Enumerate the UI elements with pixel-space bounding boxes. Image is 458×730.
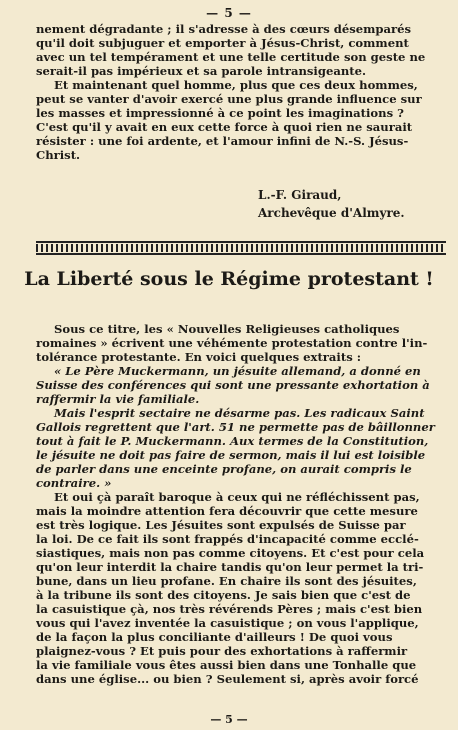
quote-line: tout à fait le P. Muckermann. Aux termes de la Constitution, xyxy=(36,434,429,448)
quote-line: le jésuite ne doit pas faire de sermon, mais il lui est loisible xyxy=(36,448,426,462)
signature-name: L.-F. Giraud, xyxy=(258,188,342,202)
text-line: vous qui l'avez inventée la casuistique ; on vous l'applique, xyxy=(36,616,419,630)
section-divider xyxy=(36,241,446,255)
text-line: Et oui çà paraît baroque à ceux qui ne réfléchissent pas, xyxy=(54,490,420,504)
text-line: plaignez-vous ? Et puis pour des exhortations à raffermir xyxy=(36,644,408,658)
text-line: mais la moindre attention fera découvrir que cette mesure xyxy=(36,504,418,518)
text-line: de la façon la plus conciliante d'ailleurs ! De quoi vous xyxy=(36,630,393,644)
text-line: qu'il doit subjuguer et emporter à Jésus-Christ, comment xyxy=(36,36,409,50)
page-footer: — 5 — xyxy=(210,713,248,726)
quote-line: Suisse des conférences qui sont une pressante exhortation à xyxy=(36,378,430,392)
text-line: serait-il pas impérieux et sa parole intransigeante. xyxy=(36,64,367,78)
page-number: — 5 — xyxy=(206,6,252,20)
signature-title: Archevêque d'Almyre. xyxy=(258,206,405,220)
text-line: C'est qu'il y avait en eux cette force à quoi rien ne saurait xyxy=(36,120,413,134)
text-line: romaines » écrivent une véhémente protestation contre l'in- xyxy=(36,336,428,350)
article-body xyxy=(36,322,440,686)
quote-line: contraire. » xyxy=(36,476,112,490)
text-line: Christ. xyxy=(36,148,81,162)
text-line: est très logique. Les Jésuites sont expulsés de Suisse par xyxy=(36,518,406,532)
text-line: dans une église... ou bien ? Seulement si, après avoir forcé xyxy=(36,672,419,686)
text-line: à la tribune ils sont des citoyens. Je sais bien que c'est de xyxy=(36,588,411,602)
text-line: résister : une foi ardente, et l'amour infini de N.-S. Jésus- xyxy=(36,134,409,148)
quote-line: Gallois regrettent que l'art. 51 ne permette pas de bâillonner xyxy=(36,420,435,434)
quote-line: de parler dans une enceinte profane, on aurait compris le xyxy=(36,462,412,476)
text-line: la vie familiale vous êtes aussi bien dans une Tonhalle que xyxy=(36,658,417,672)
text-line: la loi. De ce fait ils sont frappés d'incapacité comme ecclé- xyxy=(36,532,419,546)
text-line: siastiques, mais non pas comme citoyens. Et c'est pour cela xyxy=(36,546,425,560)
top-paragraphs xyxy=(36,22,440,162)
text-line: Sous ce titre, les « Nouvelles Religieuses catholiques xyxy=(54,322,400,336)
quote-line: Mais l'esprit sectaire ne désarme pas. Les radicaux Saint xyxy=(54,406,425,420)
text-line: bune, dans un lieu profane. En chaire ils sont des jésuites, xyxy=(36,574,417,588)
quote-line: « Le Père Muckermann, un jésuite allemand, a donné en xyxy=(54,364,421,378)
quote-line: raffermir la vie familiale. xyxy=(36,392,200,406)
text-line: nement dégradante ; il s'adresse à des cœurs désemparés xyxy=(36,22,412,36)
text-line: Et maintenant quel homme, plus que ces deux hommes, xyxy=(54,78,418,92)
article-title: La Liberté sous le Régime protestant ! xyxy=(24,268,434,290)
text-line: la casuistique çà, nos très révérends Pères ; mais c'est bien xyxy=(36,602,423,616)
text-line: avec un tel tempérament et une telle certitude son geste ne xyxy=(36,50,426,64)
text-line: qu'on leur interdit la chaire tandis qu'on leur permet la tri- xyxy=(36,560,424,574)
text-line: peut se vanter d'avoir exercé une plus grande influence sur xyxy=(36,92,422,106)
text-line: les masses et impressionné à ce point les imaginations ? xyxy=(36,106,404,120)
text-line: tolérance protestante. En voici quelques extraits : xyxy=(36,350,362,364)
